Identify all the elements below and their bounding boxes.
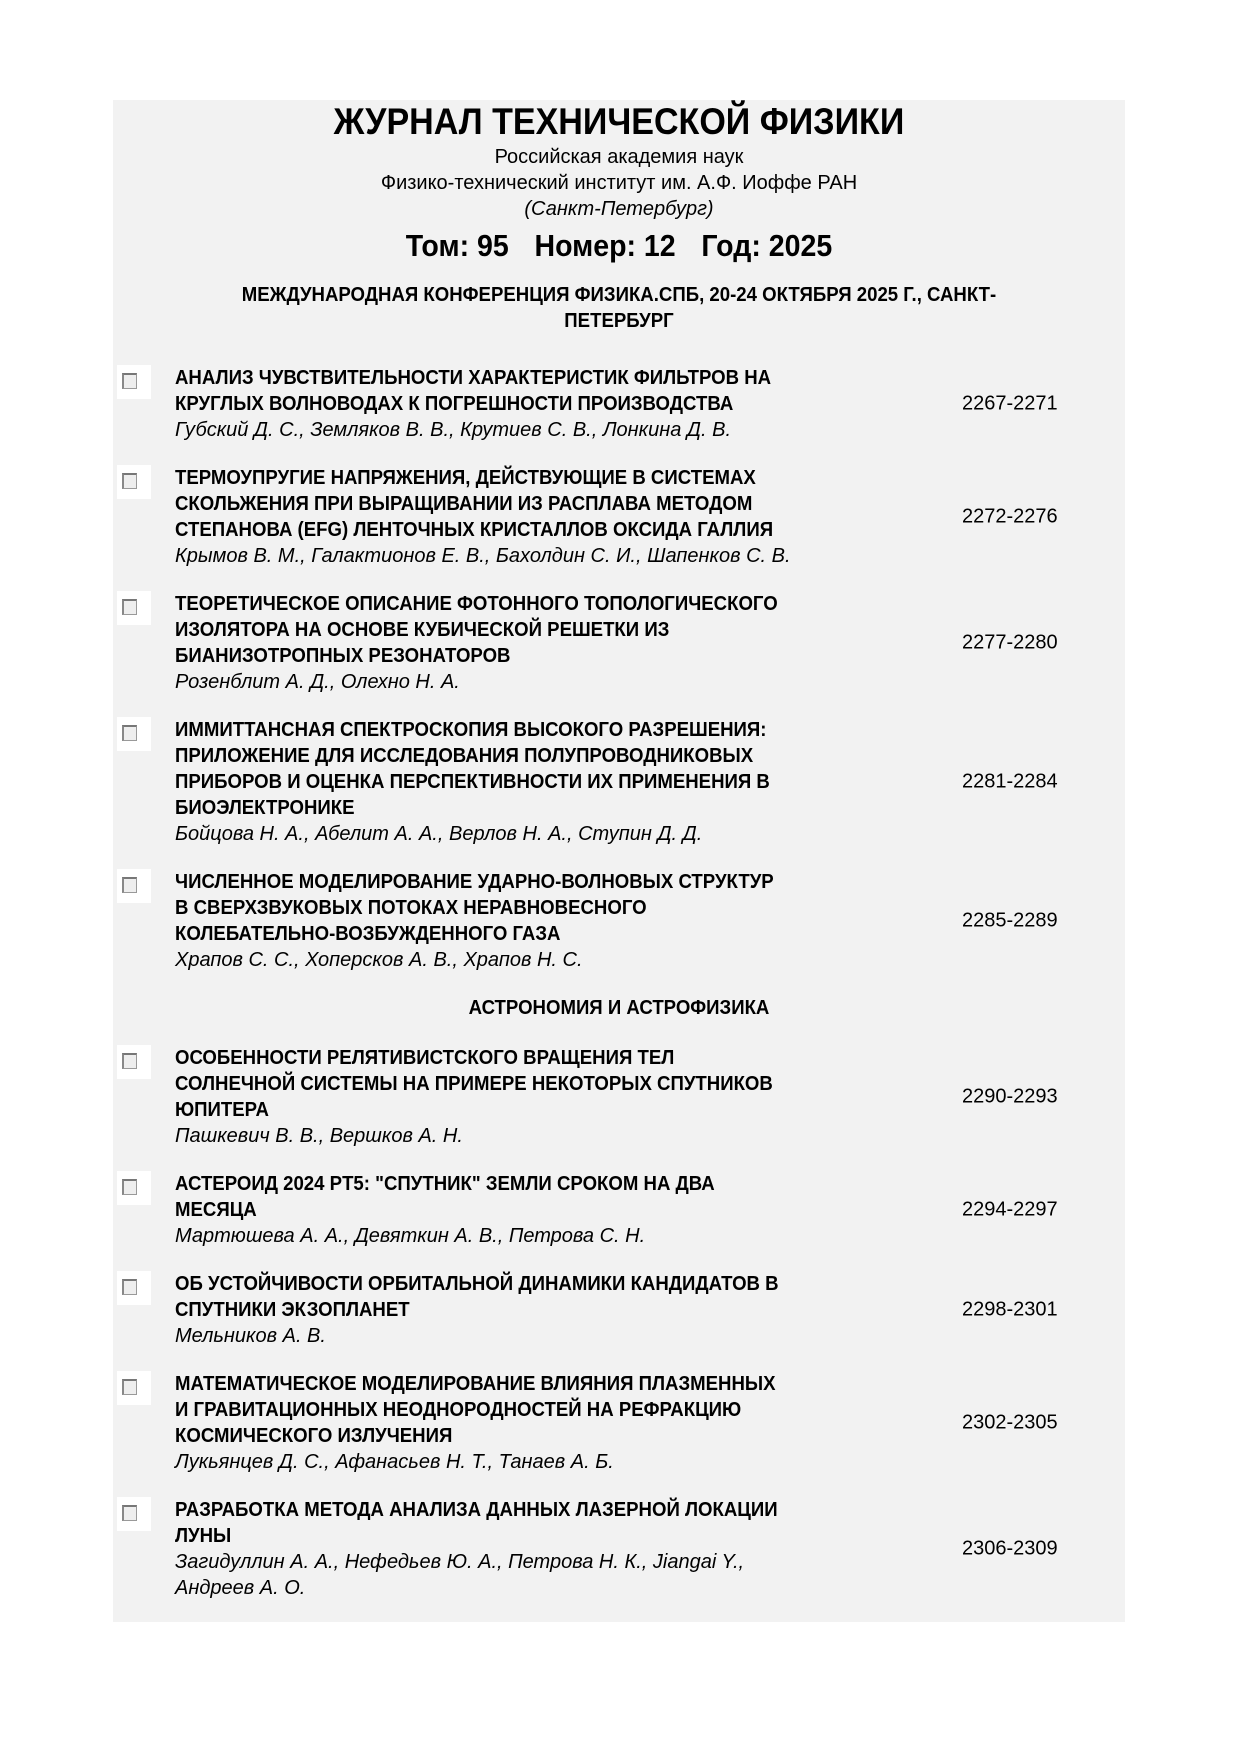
select-checkbox-icon[interactable] [117,465,151,499]
article-title-link[interactable]: АНАЛИЗ ЧУВСТВИТЕЛЬНОСТИ ХАРАКТЕРИСТИК ФИЛЬТРОВ НА КРУГЛЫХ ВОЛНОВОДАХ К ПОГРЕШНОСТИ ПРОИЗВОДСТВА [175,367,772,415]
select-checkbox-icon[interactable] [117,591,151,625]
article-title-link[interactable]: ТЕОРЕТИЧЕСКОЕ ОПИСАНИЕ ФОТОННОГО ТОПОЛОГИЧЕСКОГО ИЗОЛЯТОРА НА ОСНОВЕ КУБИЧЕСКОЙ РЕШЕТКИ ИЗ БИАНИЗОТРОПНЫХ РЕЗОНАТОРОВ [175,593,778,667]
table-of-contents [113,282,1125,1623]
article-body [175,869,875,973]
article-body [175,465,875,569]
article-pages: 2272-2276 [962,505,1058,528]
article-pages: 2285-2289 [962,909,1058,932]
article-body [175,1171,875,1249]
journal-institute: Физико-технический институт им. А.Ф. Иоффе РАН [380,172,858,194]
article-body [175,365,875,443]
volume: Том: 95 [405,228,509,263]
select-checkbox-icon[interactable] [117,1497,151,1531]
article-title-link[interactable]: МАТЕМАТИЧЕСКОЕ МОДЕЛИРОВАНИЕ ВЛИЯНИЯ ПЛАЗМЕННЫХ И ГРАВИТАЦИОННЫХ НЕОДНОРОДНОСТЕЙ НА РЕФРАКЦИЮ КОСМИЧЕСКОГО ИЗЛУЧЕНИЯ [175,1373,776,1447]
article-authors: Пашкевич В. В., Вершков А. Н. [175,1125,463,1147]
article-pages: 2294-2297 [962,1198,1058,1221]
article-entry [113,465,1125,569]
select-checkbox-icon[interactable] [117,365,151,399]
article-body [175,717,875,847]
select-checkbox-icon[interactable] [117,717,151,751]
article-pages: 2302-2305 [962,1411,1058,1434]
article-authors: Храпов С. С., Хоперсков А. В., Храпов Н. С. [175,949,583,971]
select-checkbox-icon[interactable] [117,1371,151,1405]
article-pages: 2267-2271 [962,392,1058,415]
article-authors: Губский Д. С., Земляков В. В., Крутиев С. В., Лонкина Д. В. [175,419,732,441]
section-heading: МЕЖДУНАРОДНАЯ КОНФЕРЕНЦИЯ ФИЗИКА.СПБ, 20-24 ОКТЯБРЯ 2025 Г., САНКТ- ПЕТЕРБУРГ [241,284,997,332]
article-entry [113,1497,1125,1601]
article-body [175,591,875,695]
article-entry [113,591,1125,695]
select-checkbox-icon[interactable] [117,1045,151,1079]
article-entry [113,1271,1125,1349]
article-pages: 2298-2301 [962,1298,1058,1321]
select-checkbox-icon[interactable] [117,1171,151,1205]
article-title-link[interactable]: ТЕРМОУПРУГИЕ НАПРЯЖЕНИЯ, ДЕЙСТВУЮЩИЕ В СИСТЕМАХ СКОЛЬЖЕНИЯ ПРИ ВЫРАЩИВАНИИ ИЗ РАСПЛАВА МЕТОДОМ СТЕПАНОВА (EFG) ЛЕНТОЧНЫХ КРИСТАЛЛОВ ОКСИДА ГАЛЛИЯ [175,467,774,541]
article-pages: 2306-2309 [962,1537,1058,1560]
journal-city: (Санкт-Петербург) [524,198,714,220]
article-authors: Розенблит А. Д., Олехно Н. А. [175,671,460,693]
issue-number: Номер: 12 [534,228,676,263]
select-checkbox-icon[interactable] [117,869,151,903]
article-title-link[interactable]: ОБ УСТОЙЧИВОСТИ ОРБИТАЛЬНОЙ ДИНАМИКИ КАНДИДАТОВ В СПУТНИКИ ЭКЗОПЛАНЕТ [175,1273,779,1321]
article-title-link[interactable]: ИММИТТАНСНАЯ СПЕКТРОСКОПИЯ ВЫСОКОГО РАЗРЕШЕНИЯ: ПРИЛОЖЕНИЕ ДЛЯ ИССЛЕДОВАНИЯ ПОЛУПРОВОДНИКОВЫХ ПРИБОРОВ И ОЦЕНКА ПЕРСПЕКТИВНОСТИ ИХ ПРИМЕНЕНИЯ В БИОЭЛЕКТРОНИКЕ [175,719,770,819]
article-body [175,1497,875,1601]
article-entry [113,1045,1125,1149]
article-authors: Бойцова Н. А., Абелит А. А., Верлов Н. А., Ступин Д. Д. [175,823,703,845]
article-authors: Лукьянцев Д. С., Афанасьев Н. Т., Танаев А. Б. [175,1451,614,1473]
article-authors: Мельников А. В. [175,1325,326,1347]
article-title-link[interactable]: АСТЕРОИД 2024 PT5: "СПУТНИК" ЗЕМЛИ СРОКОМ НА ДВА МЕСЯЦА [175,1173,715,1221]
article-body [175,1371,875,1475]
article-title-link[interactable]: ОСОБЕННОСТИ РЕЛЯТИВИСТСКОГО ВРАЩЕНИЯ ТЕЛ СОЛНЕЧНОЙ СИСТЕМЫ НА ПРИМЕРЕ НЕКОТОРЫХ СПУТНИКОВ ЮПИТЕРА [175,1047,773,1121]
article-pages: 2281-2284 [962,770,1058,793]
article-entry [113,365,1125,443]
journal-title: ЖУРНАЛ ТЕХНИЧЕСКОЙ ФИЗИКИ [333,101,905,142]
year: Год: 2025 [701,228,833,263]
article-entry [113,1371,1125,1475]
select-checkbox-icon[interactable] [117,1271,151,1305]
article-pages: 2290-2293 [962,1085,1058,1108]
article-entry [113,717,1125,847]
article-authors: Крымов В. М., Галактионов Е. В., Бахолдин С. И., Шапенков С. В. [175,545,791,567]
article-entry [113,869,1125,973]
article-title-link[interactable]: РАЗРАБОТКА МЕТОДА АНАЛИЗА ДАННЫХ ЛАЗЕРНОЙ ЛОКАЦИИ ЛУНЫ [175,1499,778,1547]
article-body [175,1045,875,1149]
article-body [175,1271,875,1349]
article-authors: Мартюшева А. А., Девяткин А. В., Петрова С. Н. [175,1225,646,1247]
article-title-link[interactable]: ЧИСЛЕННОЕ МОДЕЛИРОВАНИЕ УДАРНО-ВОЛНОВЫХ СТРУКТУР В СВЕРХЗВУКОВЫХ ПОТОКАХ НЕРАВНОВЕСНОГО КОЛЕБАТЕЛЬНО-ВОЗБУЖДЕННОГО ГАЗА [175,871,774,945]
article-entry [113,1171,1125,1249]
issue-info [153,228,1084,264]
article-authors: Загидуллин А. А., Нефедьев Ю. А., Петрова Н. К., Jiangai Y., Андреев А. О. [175,1551,745,1599]
article-pages: 2277-2280 [962,631,1058,654]
section-heading: АСТРОНОМИЯ И АСТРОФИЗИКА [468,997,770,1019]
journal-org: Российская академия наук [494,146,744,168]
